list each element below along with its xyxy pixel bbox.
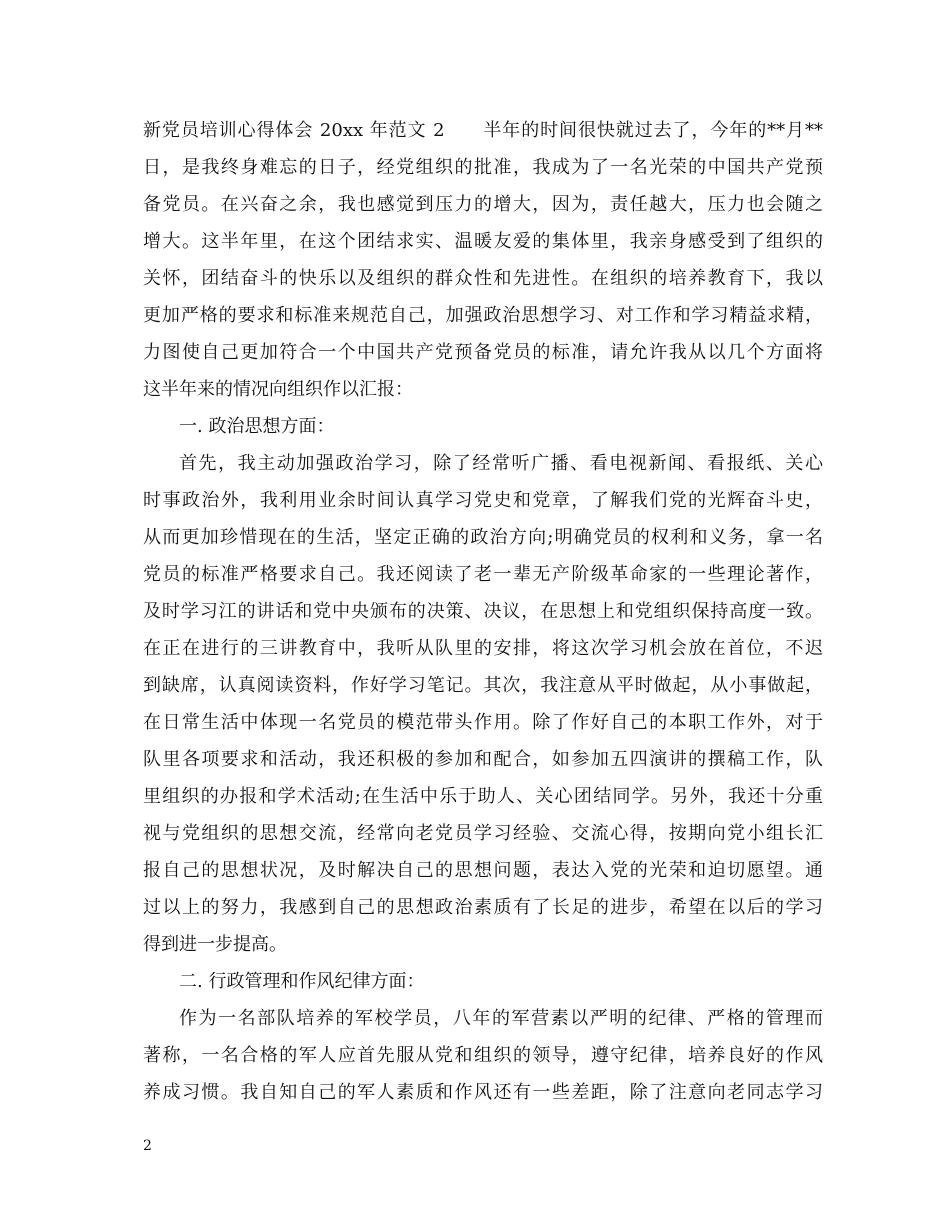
text-line: 著称，一名合格的军人应首先服从党和组织的领导，遵守纪律，培养良好的作风: [143, 1045, 823, 1066]
text-line: 更加严格的要求和标准来规范自己，加强政治思想学习、对工作和学习精益求精，: [143, 305, 823, 326]
text-line: 里组织的办报和学术活动;在生活中乐于助人、关心团结同学。另外，我还十分重: [143, 786, 823, 807]
page-number: 2: [143, 1138, 152, 1154]
section-heading: 二. 行政管理和作风纪律方面：: [179, 971, 425, 992]
text-line: 这半年来的情况向组织作以汇报：: [143, 379, 413, 400]
section-heading: 一. 政治思想方面：: [179, 416, 335, 437]
text-line: 备党员。在兴奋之余，我也感觉到压力的增大，因为，责任越大，压力也会随之: [143, 194, 823, 215]
text-line: 视与党组织的思想交流，经常向老党员学习经验、交流心得，按期向党小组长汇: [143, 823, 823, 844]
text-line: 得到进一步提高。: [143, 934, 287, 955]
text-line: 过以上的努力，我感到自己的思想政治素质有了长足的进步，希望在以后的学习: [143, 897, 823, 918]
text-line: 及时学习江的讲话和党中央颁布的决策、决议，在思想上和党组织保持高度一致。: [143, 601, 823, 622]
text-line: 到缺席，认真阅读资料，作好学习笔记。其次，我注意从平时做起，从小事做起，: [143, 675, 823, 696]
text-line: 从而更加珍惜现在的生活，坚定正确的政治方向;明确党员的权利和义务，拿一名: [143, 527, 823, 548]
text-line: 队里各项要求和活动，我还积极的参加和配合，如参加五四演讲的撰稿工作，队: [143, 749, 823, 770]
text-line: 力图使自己更加符合一个中国共产党预备党员的标准，请允许我从以几个方面将: [143, 342, 823, 363]
text-line: 时事政治外，我利用业余时间认真学习党史和党章，了解我们党的光辉奋斗史，: [143, 490, 823, 511]
text-line: 日，是我终身难忘的日子，经党组织的批准，我成为了一名光荣的中国共产党预: [143, 157, 823, 178]
text-line: 养成习惯。我自知自己的军人素质和作风还有一些差距，除了注意向老同志学习: [143, 1082, 823, 1103]
text-line: 关怀，团结奋斗的快乐以及组织的群众性和先进性。在组织的培养教育下，我以: [143, 268, 823, 289]
text-line: 首先，我主动加强政治学习，除了经常听广播、看电视新闻、看报纸、关心: [179, 453, 823, 474]
text-line: 党员的标准严格要求自己。我还阅读了老一辈无产阶级革命家的一些理论著作，: [143, 564, 823, 585]
text-line: 在日常生活中体现一名党员的模范带头作用。除了作好自己的本职工作外，对于: [143, 712, 823, 733]
text-line: 增大。这半年里，在这个团结求实、温暖友爱的集体里，我亲身感受到了组织的: [143, 231, 823, 252]
text-line: 报自己的思想状况，及时解决自己的思想问题，表达入党的光荣和迫切愿望。通: [143, 860, 823, 881]
text-line: 新党员培训心得体会 20xx 年范文 2 半年的时间很快就过去了，今年的**月**: [143, 120, 823, 141]
text-line: 作为一名部队培养的军校学员，八年的军营素以严明的纪律、严格的管理而: [179, 1008, 823, 1029]
text-line: 在正在进行的三讲教育中，我听从队里的安排，将这次学习机会放在首位，不迟: [143, 638, 823, 659]
